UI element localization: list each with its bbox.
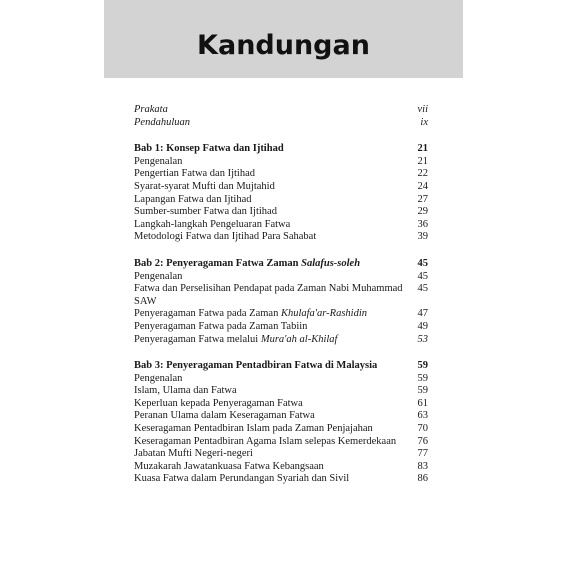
chapter-heading (134, 143, 428, 156)
toc-item-label: Sumber-sumber Fatwa dan Ijtihad (134, 206, 277, 218)
toc-item (134, 385, 428, 398)
toc-item-page: 24 (417, 180, 428, 192)
toc-item (134, 461, 428, 474)
chapter-title: Bab 1: Konsep Fatwa dan Ijtihad (134, 143, 284, 155)
toc-item-page: 70 (417, 423, 428, 435)
toc-item-label: Pengenalan (134, 270, 183, 282)
toc-item (134, 448, 428, 461)
toc-item-label: Keseragaman Pentadbiran Islam pada Zaman Penjajahan (134, 423, 373, 435)
toc-item (134, 271, 428, 284)
toc-item-label: Pengenalan (134, 372, 183, 384)
toc-item-label: Pengenalan (134, 155, 183, 167)
toc-item-label: Fatwa dan Perselisihan Pendapat pada Zaman Nabi Muhammad SAW (134, 283, 403, 307)
toc-item-label: Kuasa Fatwa dalam Perundangan Syariah dan Sivil (134, 473, 350, 485)
toc-item-page: 77 (417, 448, 428, 460)
toc-item (134, 181, 428, 194)
toc-item (134, 473, 428, 486)
toc-item (134, 373, 428, 386)
toc-item (134, 168, 428, 181)
toc-item-page: 47 (417, 308, 428, 320)
toc-item-page: 83 (417, 460, 428, 472)
toc-item (134, 410, 428, 423)
toc-item-page: 22 (417, 168, 428, 180)
toc-item-label: Peranan Ulama dalam Keseragaman Fatwa (134, 410, 315, 422)
toc-item-label: Penyeragaman Fatwa pada Zaman Tabiin (134, 320, 308, 332)
toc-item (134, 194, 428, 207)
toc-item (134, 321, 428, 334)
toc-item-label: Lapangan Fatwa dan Ijtihad (134, 193, 252, 205)
chapter-page: 45 (417, 257, 428, 269)
toc-item-page: vii (417, 104, 428, 115)
toc-item-page: 29 (417, 206, 428, 218)
toc-front-item (134, 104, 428, 117)
chapter-title: Bab 3: Penyeragaman Pentadbiran Fatwa di Malaysia (134, 360, 378, 372)
toc-item-label: Penyeragaman Fatwa pada Zaman Khulafa'ar-Rashidin (134, 308, 367, 320)
toc-item-label: Jabatan Mufti Negeri-negeri (134, 448, 253, 460)
toc-item-page: 36 (417, 218, 428, 230)
toc-front-item (134, 117, 428, 130)
toc-item-page: 49 (417, 320, 428, 332)
toc-item-label: Pengertian Fatwa dan Ijtihad (134, 168, 256, 180)
chapter-heading (134, 258, 428, 271)
toc-item (134, 423, 428, 436)
toc-item (134, 206, 428, 219)
toc-item-page: 59 (417, 372, 428, 384)
toc-item-page: 45 (417, 270, 428, 282)
chapter-page: 59 (417, 360, 428, 372)
toc-item-page: 53 (417, 333, 428, 345)
toc-item-page: 45 (417, 283, 428, 295)
toc-item-page: 63 (417, 410, 428, 422)
toc-item-label: Metodologi Fatwa dan Ijtihad Para Sahabat (134, 231, 317, 243)
table-of-contents (134, 104, 428, 486)
toc-item (134, 283, 428, 308)
toc-item-label: Syarat-syarat Mufti dan Mujtahid (134, 180, 275, 192)
toc-item (134, 436, 428, 449)
toc-item (134, 156, 428, 169)
chapter-heading (134, 360, 428, 373)
toc-item (134, 308, 428, 321)
toc-item-page: ix (420, 116, 428, 128)
toc-item-label: Prakata (134, 104, 168, 115)
toc-item (134, 231, 428, 244)
toc-item-page: 76 (417, 435, 428, 447)
toc-item-page: 39 (417, 231, 428, 243)
toc-item-page: 59 (417, 385, 428, 397)
toc-item-label: Muzakarah Jawatankuasa Fatwa Kebangsaan (134, 460, 324, 472)
toc-item-page: 27 (417, 193, 428, 205)
chapter-page: 21 (417, 143, 428, 155)
chapter-title: Bab 2: Penyeragaman Fatwa Zaman Salafus-soleh (134, 257, 361, 269)
toc-item-label: Islam, Ulama dan Fatwa (134, 385, 237, 397)
page-title: Kandungan (197, 30, 370, 61)
toc-item-label: Keperluan kepada Penyeragaman Fatwa (134, 397, 303, 409)
toc-item-label: Pendahuluan (134, 116, 190, 128)
toc-item-page: 61 (417, 397, 428, 409)
toc-item (134, 219, 428, 232)
toc-item-page: 21 (417, 155, 428, 167)
toc-item (134, 398, 428, 411)
toc-item-label: Penyeragaman Fatwa melalui Mura'ah al-Khilaf (134, 333, 338, 345)
toc-item-label: Keseragaman Pentadbiran Agama Islam selepas Kemerdekaan (134, 435, 397, 447)
toc-item-label: Langkah-langkah Pengeluaran Fatwa (134, 218, 291, 230)
toc-item (134, 334, 428, 347)
toc-item-page: 86 (417, 473, 428, 485)
